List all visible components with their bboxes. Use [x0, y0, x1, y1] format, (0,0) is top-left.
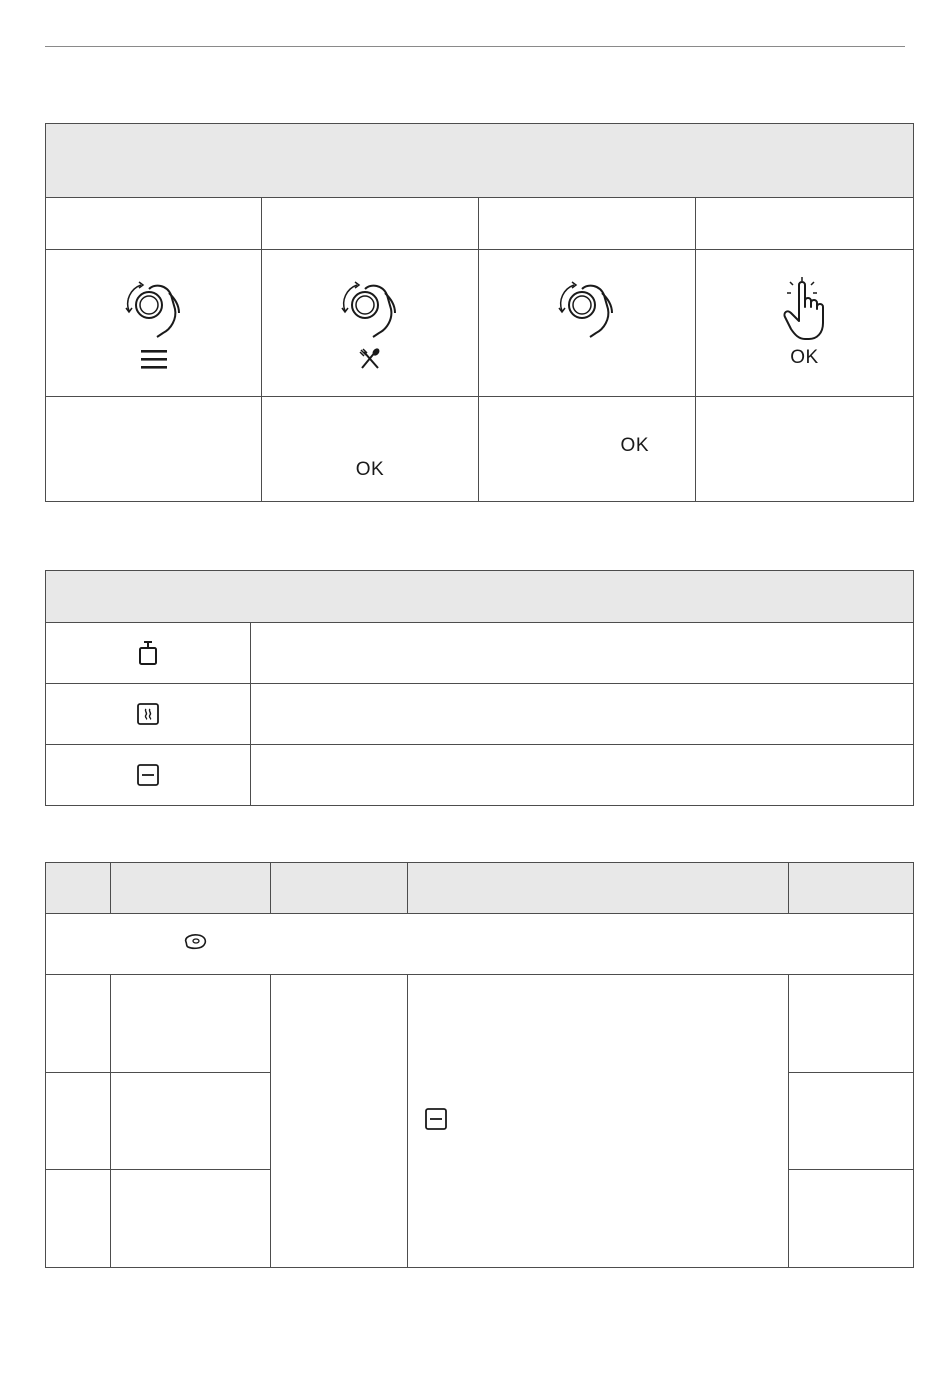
category-row [46, 914, 914, 975]
step-3-icon-cell [479, 250, 696, 397]
rotate-knob-icon [46, 275, 261, 341]
step-2-header [262, 198, 479, 250]
menu-icon [46, 347, 261, 371]
symbol-cell [46, 684, 251, 745]
step-1-header [46, 198, 262, 250]
top-divider [45, 46, 905, 47]
meat-icon [182, 933, 208, 951]
table-cell [789, 1170, 914, 1268]
ok-label: OK [620, 435, 649, 456]
symbols-table [45, 570, 914, 806]
table-cell [111, 1170, 271, 1268]
col-header-5 [789, 863, 914, 914]
steps-table [45, 123, 914, 502]
rotate-knob-icon [479, 275, 695, 341]
symbol-description [251, 684, 914, 745]
ok-label: OK [790, 347, 819, 368]
rotate-knob-icon [262, 275, 478, 341]
table-cell [46, 1170, 111, 1268]
col-header-3 [271, 863, 408, 914]
oven-heat-icon [46, 702, 250, 726]
col-header-2 [111, 863, 271, 914]
table-cell [111, 1073, 271, 1170]
cutlery-icon [262, 347, 478, 371]
step-3-text-cell [479, 397, 696, 502]
table-cell [789, 975, 914, 1073]
table-cell [46, 1073, 111, 1170]
col-header-1 [46, 863, 111, 914]
symbol-description [251, 623, 914, 684]
symbol-cell [46, 745, 251, 806]
symbols-table-header [46, 571, 914, 623]
step-4-header [696, 198, 914, 250]
heating-cell [408, 975, 789, 1268]
bottom-heat-icon [46, 763, 250, 787]
symbol-cell [46, 623, 251, 684]
timer-icon [46, 640, 250, 666]
step-2-text-cell [262, 397, 479, 502]
col-header-4 [408, 863, 789, 914]
table-cell [46, 975, 111, 1073]
step-4-icon-cell [696, 250, 914, 397]
step-3-header [479, 198, 696, 250]
table-cell [789, 1073, 914, 1170]
step-1-text-cell [46, 397, 262, 502]
press-button-icon [696, 277, 913, 343]
step-1-icon-cell [46, 250, 262, 397]
bottom-heat-icon [424, 1107, 448, 1131]
ok-label: OK [355, 459, 385, 480]
symbol-description [251, 745, 914, 806]
table-cell [111, 975, 271, 1073]
steps-table-header [46, 124, 914, 198]
step-2-icon-cell [262, 250, 479, 397]
table-cell-merged [271, 975, 408, 1268]
step-4-text-cell [696, 397, 914, 502]
cooking-table [45, 862, 914, 1268]
